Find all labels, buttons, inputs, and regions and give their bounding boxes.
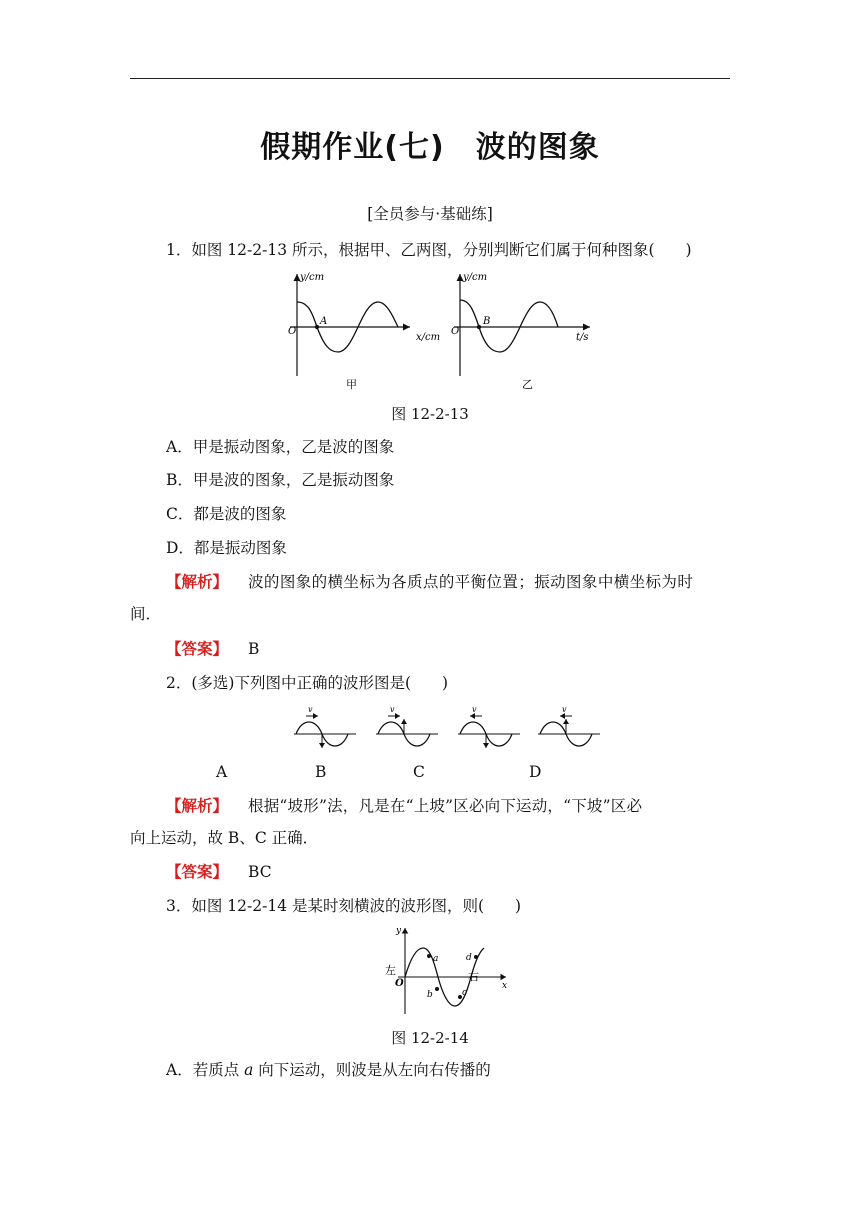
q2-answer <box>166 862 272 882</box>
q1-option-a: A．甲是振动图象，乙是波的图象 <box>166 438 395 456</box>
svg-text:v: v <box>308 705 313 714</box>
q3-caption: 图 12-2-14 <box>391 1029 469 1047</box>
q3-left-label: 左 <box>385 964 396 977</box>
q3-option-a-var: a <box>244 1061 254 1079</box>
q1-analysis-text: 波的图象的横坐标为各质点的平衡位置；振动图象中横坐标为时 <box>248 573 694 591</box>
q3-y-label: y <box>396 926 402 936</box>
q1-caption: 图 12-2-13 <box>391 405 469 423</box>
q3-right-label: 右 <box>468 970 479 983</box>
section-heading: [全员参与·基础练] <box>367 205 493 223</box>
q3-d-label: d <box>466 953 472 963</box>
q2-answer-value: BC <box>248 863 272 881</box>
answer-tag: 【答案】 <box>166 862 229 881</box>
q3-figure <box>380 922 512 1018</box>
q2-label-c: C <box>413 763 425 781</box>
q3-origin: O <box>395 978 404 989</box>
q2-wave-d <box>538 705 600 746</box>
q1-point-a <box>315 325 319 329</box>
q2-analysis-cont: 向上运动，故 B、C 正确． <box>130 829 319 847</box>
q3-b-label: b <box>427 990 433 1000</box>
q3-c-label: c <box>462 988 468 998</box>
q3-stem: 3．如图 12-2-14 是某时刻横波的波形图，则( ) <box>166 897 522 915</box>
q1-analysis <box>166 572 693 592</box>
q1-option-b: B．甲是波的图象，乙是振动图象 <box>166 471 395 489</box>
svg-text:v: v <box>390 705 395 714</box>
q1-stem: 1．如图 12-2-13 所示，根据甲、乙两图，分别判断它们属于何种图象( ) <box>166 241 692 259</box>
q1-left-point-label: A <box>320 316 328 327</box>
q1-right-y-label: y/cm <box>463 272 488 283</box>
q1-left-origin: O <box>288 326 297 337</box>
q1-option-c: C．都是波的图象 <box>166 505 287 523</box>
q1-analysis-cont: 间． <box>130 605 162 623</box>
q3-point-b <box>435 987 439 991</box>
q1-answer <box>166 639 259 659</box>
answer-tag: 【答案】 <box>166 639 229 658</box>
q1-left-y-label: y/cm <box>300 272 325 283</box>
q2-wave-a <box>294 705 356 748</box>
q2-label-d: D <box>529 763 542 781</box>
q1-right-point-label: B <box>483 316 491 327</box>
analysis-tag: 【解析】 <box>166 572 229 591</box>
q1-figure <box>280 266 600 394</box>
q1-right-origin: O <box>451 326 460 337</box>
q3-option-a <box>166 1060 491 1080</box>
svg-text:v: v <box>562 705 567 714</box>
q2-analysis <box>166 796 642 816</box>
q2-stem: 2．(多选)下列图中正确的波形图是( ) <box>166 674 449 692</box>
q1-option-d: D．都是振动图象 <box>166 539 287 557</box>
q1-left-x-label: x/cm <box>416 332 441 343</box>
q3-option-a-part2: 向下运动，则波是从左向右传播的 <box>253 1061 491 1079</box>
header-rule <box>130 78 730 79</box>
q2-analysis-text: 根据“坡形”法，凡是在“上坡”区必向下运动，“下坡”区必 <box>248 797 643 815</box>
svg-text:v: v <box>472 705 477 714</box>
q1-right-wave <box>460 300 558 352</box>
q2-wave-b <box>376 705 438 746</box>
q2-wave-c <box>458 705 520 748</box>
q2-label-b: B <box>315 763 327 781</box>
q1-left-name: 甲 <box>346 378 357 391</box>
q3-a-label: a <box>433 954 439 964</box>
q1-point-b <box>477 325 481 329</box>
page-title: 假期作业(七) 波的图象 <box>260 130 600 165</box>
q1-right-name: 乙 <box>522 378 533 391</box>
q2-figure <box>288 702 604 760</box>
q3-point-d <box>474 955 478 959</box>
q3-x-label: x <box>502 981 508 991</box>
q3-option-a-part1: A．若质点 <box>166 1061 245 1079</box>
analysis-tag: 【解析】 <box>166 796 229 815</box>
q3-point-a <box>427 954 431 958</box>
q1-answer-value: B <box>248 640 260 658</box>
q1-right-x-label: t/s <box>576 332 589 343</box>
q2-label-a: A <box>216 763 228 781</box>
